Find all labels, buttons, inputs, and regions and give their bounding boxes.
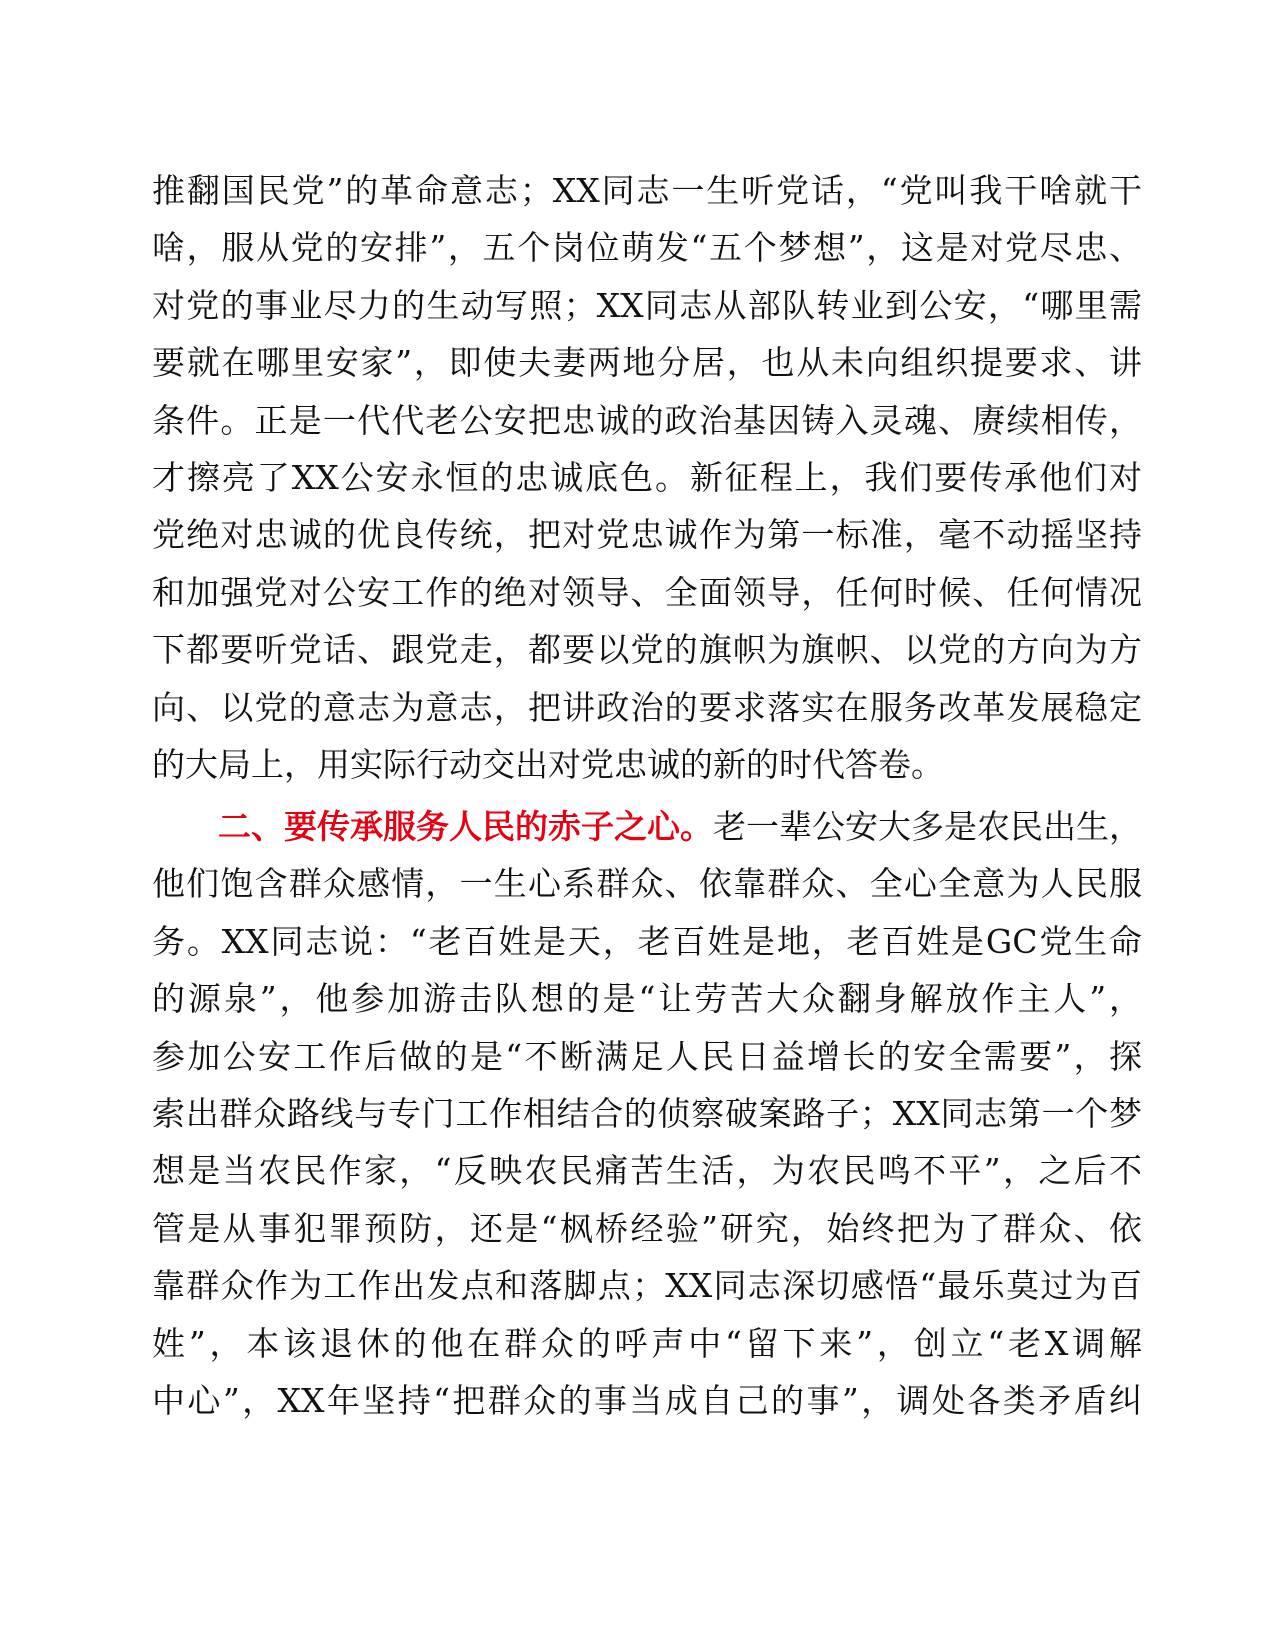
text-line: 靠群众作为工作出发点和落脚点；XX同志深切感悟“最乐莫过为百: [152, 1266, 1142, 1306]
text-line: 姓”，本该退休的他在群众的呼声中“留下来”，创立“老X调解: [152, 1323, 1142, 1363]
paragraph-loyalty: [152, 162, 1142, 793]
text-line-first: [152, 798, 1142, 855]
text-line: 要就在哪里安家”，即使夫妻两地分居，也从未向组织提要求、讲: [152, 343, 1142, 383]
text-line: 想是当农民作家，“反映农民痛苦生活，为农民鸣不平”，之后不: [152, 1151, 1142, 1191]
text-line: 中心”，XX年坚持“把群众的事当成自己的事”，调处各类矛盾纠: [152, 1380, 1142, 1420]
text-line: 参加公安工作后做的是“不断满足人民日益增长的安全需要”，探: [152, 1036, 1142, 1076]
text-line: 向、以党的意志为意志，把讲政治的要求落实在服务改革发展稳定: [152, 687, 1142, 727]
text-line: 管是从事犯罪预防，还是“枫桥经验”研究，始终把为了群众、依: [152, 1208, 1142, 1248]
text-line: 对党的事业尽力的生动写照；XX同志从部队转业到公安，“哪里需: [152, 285, 1142, 325]
text-line: 条件。正是一代代老公安把忠诚的政治基因铸入灵魂、赓续相传，: [152, 400, 1142, 440]
heading-line-rest: 老一辈公安大多是农民出生，: [713, 807, 1142, 846]
text-line: 索出群众路线与专门工作相结合的侦察破案路子；XX同志第一个梦: [152, 1093, 1142, 1133]
text-line: 他们饱含群众感情，一生心系群众、依靠群众、全心全意为人民服: [152, 864, 1142, 904]
text-line: 的源泉”，他参加游击队想的是“让劳苦大众翻身解放作主人”，: [152, 979, 1142, 1019]
text-line: 啥，服从党的安排”，五个岗位萌发“五个梦想”，这是对党尽忠、: [152, 228, 1142, 268]
text-line: 务。XX同志说：“老百姓是天，老百姓是地，老百姓是GC党生命: [152, 921, 1142, 961]
text-line: 的大局上，用实际行动交出对党忠诚的新的时代答卷。: [152, 744, 944, 784]
text-line: 党绝对忠诚的优良传统，把对党忠诚作为第一标准，毫不动摇坚持: [152, 515, 1142, 555]
text-line: 才擦亮了XX公安永恒的忠诚底色。新征程上，我们要传承他们对: [152, 457, 1142, 497]
text-line: 下都要听党话、跟党走，都要以党的旗帜为旗帜、以党的方向为方: [152, 630, 1142, 670]
section-heading: 二、要传承服务人民的赤子之心。: [218, 807, 713, 846]
text-line: 推翻国民党”的革命意志；XX同志一生听党话，“党叫我干啥就干: [152, 171, 1142, 210]
paragraph-serve-people: [152, 798, 1142, 1429]
text-line: 和加强党对公安工作的绝对领导、全面领导，任何时候、任何情况: [152, 572, 1142, 612]
